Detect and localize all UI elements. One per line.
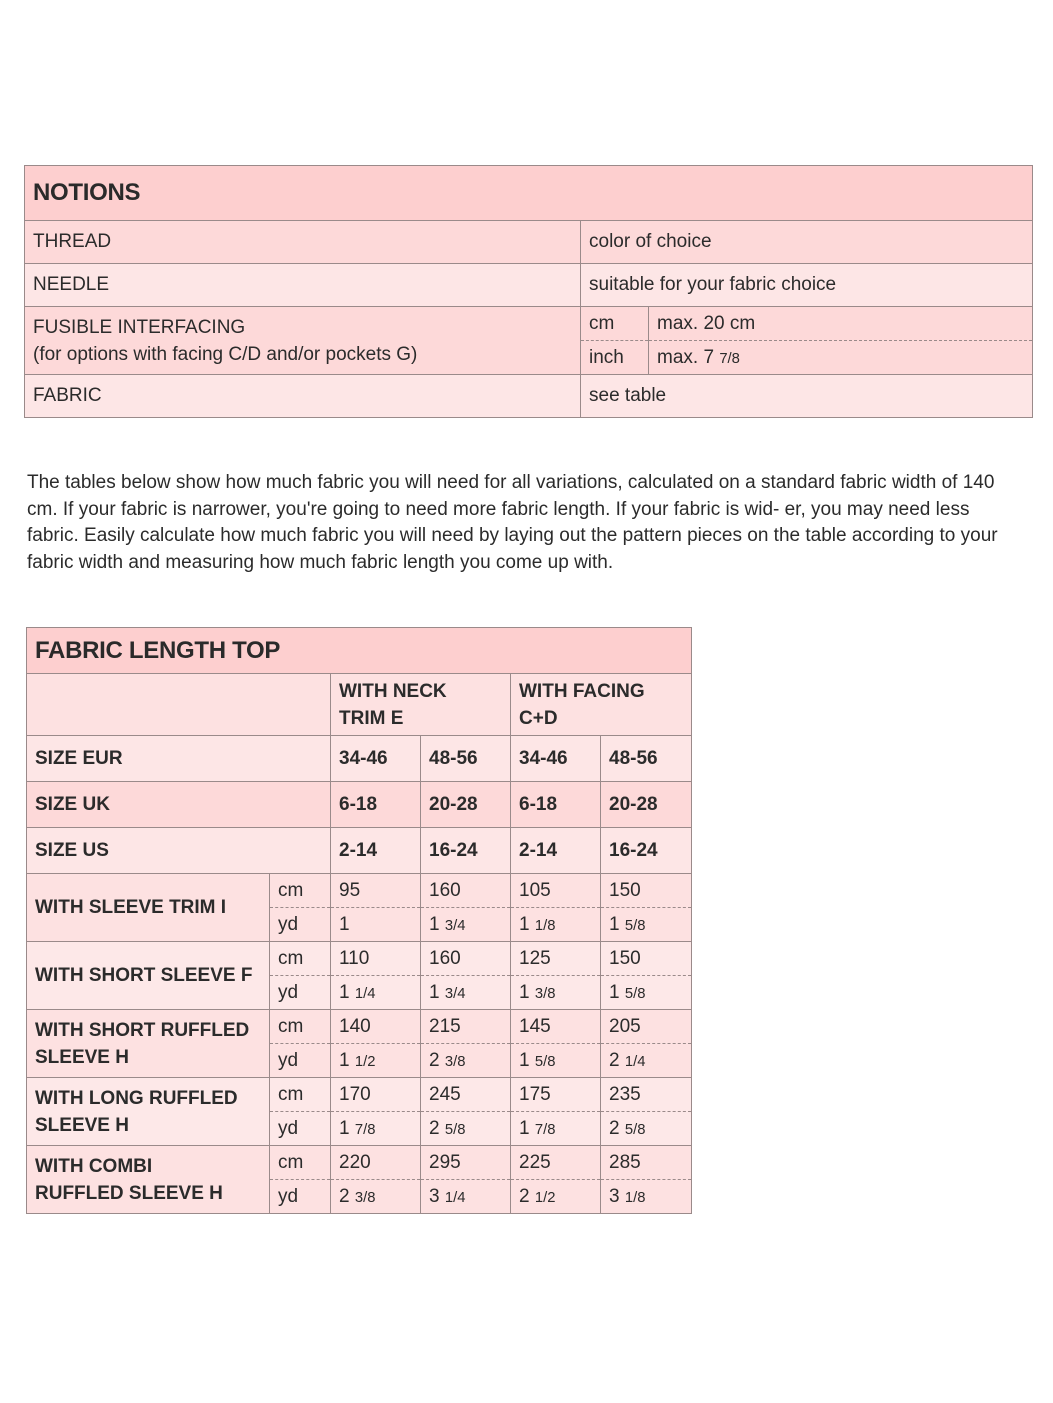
yd-fraction: 5/8	[444, 1121, 466, 1138]
yd-whole: 1	[339, 981, 350, 1003]
measure-row-cm	[27, 874, 692, 908]
variation-label	[27, 1078, 270, 1146]
unit-yd: yd	[270, 1180, 331, 1214]
notions-row-needle	[25, 264, 1033, 307]
yd-value	[331, 976, 421, 1010]
notions-value: color of choice	[581, 221, 1033, 264]
yd-whole: 1	[519, 1049, 530, 1071]
notions-label: NEEDLE	[25, 264, 581, 307]
variation-label-line: WITH SLEEVE TRIM I	[35, 897, 227, 918]
col-group-line: WITH FACING	[519, 680, 645, 702]
yd-fraction: 5/8	[624, 1121, 646, 1138]
yd-fraction: 7/8	[534, 1121, 556, 1138]
yd-fraction: 1/4	[444, 1189, 466, 1206]
cm-value: 175	[511, 1078, 601, 1112]
yd-fraction: 1/2	[354, 1053, 376, 1070]
unit-cm: cm	[270, 1146, 331, 1180]
col-group-line: TRIM E	[339, 707, 404, 729]
intro-paragraph: The tables below show how much fabric you will need for all variations, calculated on a standard fabric width of 140 cm. If your fabric is narrower, you're going to need more fabric length. If your fabric is wid- er, you may need less fabric. Easily calculate how much fabric you will need by laying out the pattern pieces on the table according to your fabric width and measuring how much fabric length you come up with.	[27, 472, 998, 573]
yd-fraction: 3/8	[444, 1053, 466, 1070]
yd-value	[331, 1112, 421, 1146]
size-value: 6-18	[511, 782, 601, 828]
variation-label-line: WITH SHORT RUFFLED	[35, 1019, 250, 1041]
yd-whole: 2	[609, 1117, 620, 1139]
notions-label: FABRIC	[25, 375, 581, 418]
variation-label-line: SLEEVE H	[35, 1046, 129, 1068]
size-value: 20-28	[421, 782, 511, 828]
yd-fraction: 7/8	[354, 1121, 376, 1138]
measure-row-cm	[27, 1078, 692, 1112]
unit-cm: cm	[270, 942, 331, 976]
yd-whole: 3	[429, 1185, 440, 1207]
cm-value: 150	[601, 874, 692, 908]
measure-row-cm	[27, 1146, 692, 1180]
notions-row-thread	[25, 221, 1033, 264]
variation-label-line: RUFFLED SLEEVE H	[35, 1182, 223, 1204]
yd-whole: 1	[339, 1049, 350, 1071]
cm-value: 220	[331, 1146, 421, 1180]
yd-value	[511, 1180, 601, 1214]
variation-label	[27, 942, 270, 1010]
measure-row-cm	[27, 942, 692, 976]
cm-value: 205	[601, 1010, 692, 1044]
yd-value	[421, 908, 511, 942]
variation-label-line: WITH LONG RUFFLED	[35, 1087, 238, 1109]
yd-value	[511, 1112, 601, 1146]
notions-row-fabric	[25, 375, 1033, 418]
yd-whole: 1	[429, 981, 440, 1003]
size-value: 20-28	[601, 782, 692, 828]
yd-whole: 1	[519, 1117, 530, 1139]
cm-value: 110	[331, 942, 421, 976]
yd-whole: 2	[429, 1117, 440, 1139]
notions-value: max. 20 cm	[649, 307, 1033, 341]
size-value: 48-56	[421, 736, 511, 782]
notions-value: see table	[581, 375, 1033, 418]
yd-whole: 3	[609, 1185, 620, 1207]
yd-value	[601, 976, 692, 1010]
size-value: 48-56	[601, 736, 692, 782]
size-value: 2-14	[331, 828, 421, 874]
size-row	[27, 736, 692, 782]
yd-value	[601, 1112, 692, 1146]
cm-value: 145	[511, 1010, 601, 1044]
yd-value	[511, 976, 601, 1010]
col-group-neck-trim	[331, 674, 511, 736]
variation-label-line: WITH COMBI	[35, 1155, 153, 1177]
size-label: SIZE US	[27, 828, 331, 874]
size-value: 2-14	[511, 828, 601, 874]
yd-value	[601, 1044, 692, 1078]
size-label: SIZE UK	[27, 782, 331, 828]
notions-label-interfacing	[25, 307, 581, 375]
cm-value: 150	[601, 942, 692, 976]
yd-fraction: 5/8	[534, 1053, 556, 1070]
col-group-line: WITH NECK	[339, 680, 447, 702]
size-value: 34-46	[331, 736, 421, 782]
notions-row-interfacing	[25, 307, 1033, 341]
cm-value: 140	[331, 1010, 421, 1044]
yd-value	[601, 1180, 692, 1214]
measure-row-cm	[27, 1010, 692, 1044]
unit-cm: cm	[270, 874, 331, 908]
cm-value: 95	[331, 874, 421, 908]
size-value: 16-24	[601, 828, 692, 874]
unit-yd: yd	[270, 1112, 331, 1146]
cm-value: 160	[421, 942, 511, 976]
yd-whole: 1	[339, 1117, 350, 1139]
yd-value	[331, 908, 421, 942]
notions-unit: inch	[581, 341, 649, 375]
size-value: 16-24	[421, 828, 511, 874]
notions-unit: cm	[581, 307, 649, 341]
notions-table	[24, 165, 1033, 418]
col-group-line: C+D	[519, 707, 558, 729]
size-row	[27, 828, 692, 874]
cm-value: 295	[421, 1146, 511, 1180]
column-group-header	[27, 674, 692, 736]
unit-cm: cm	[270, 1078, 331, 1112]
yd-fraction: 5/8	[624, 917, 646, 934]
col-group-facing	[511, 674, 692, 736]
yd-whole: 1	[519, 913, 530, 935]
unit-yd: yd	[270, 1044, 331, 1078]
yd-fraction: 1/4	[624, 1053, 646, 1070]
notions-label-line: (for options with facing C/D and/or pockets G)	[33, 343, 418, 365]
yd-value	[421, 1180, 511, 1214]
yd-value	[421, 1044, 511, 1078]
yd-fraction: 5/8	[624, 985, 646, 1002]
variation-label	[27, 874, 270, 942]
cm-value: 245	[421, 1078, 511, 1112]
notions-label-line: FUSIBLE INTERFACING	[33, 316, 246, 338]
size-value: 34-46	[511, 736, 601, 782]
yd-value	[511, 1044, 601, 1078]
yd-value	[421, 1112, 511, 1146]
value-fraction: 7/8	[719, 350, 740, 367]
variation-label-line: SLEEVE H	[35, 1114, 129, 1136]
size-value: 6-18	[331, 782, 421, 828]
yd-whole: 1	[609, 981, 620, 1003]
variation-label	[27, 1146, 270, 1214]
yd-whole: 1	[519, 981, 530, 1003]
unit-yd: yd	[270, 976, 331, 1010]
yd-value	[601, 908, 692, 942]
notions-label: THREAD	[25, 221, 581, 264]
yd-whole: 2	[339, 1185, 350, 1207]
cm-value: 125	[511, 942, 601, 976]
cm-value: 105	[511, 874, 601, 908]
yd-fraction: 1/4	[354, 985, 376, 1002]
cm-value: 215	[421, 1010, 511, 1044]
yd-whole: 2	[519, 1185, 530, 1207]
variation-label-line: WITH SHORT SLEEVE F	[35, 965, 253, 986]
yd-fraction: 3/4	[444, 917, 466, 934]
cm-value: 170	[331, 1078, 421, 1112]
yd-fraction: 1/8	[534, 917, 556, 934]
cm-value: 160	[421, 874, 511, 908]
cm-value: 285	[601, 1146, 692, 1180]
size-row	[27, 782, 692, 828]
yd-whole: 2	[429, 1049, 440, 1071]
yd-fraction: 3/8	[354, 1189, 376, 1206]
fabric-length-table	[26, 627, 692, 1214]
notions-title: NOTIONS	[25, 166, 1033, 221]
value-whole: max. 7	[657, 346, 715, 368]
cm-value: 225	[511, 1146, 601, 1180]
yd-value	[331, 1044, 421, 1078]
yd-whole: 1	[429, 913, 440, 935]
yd-fraction: 3/8	[534, 985, 556, 1002]
size-label: SIZE EUR	[27, 736, 331, 782]
empty-header-cell	[27, 674, 331, 736]
variation-label	[27, 1010, 270, 1078]
yd-fraction: 3/4	[444, 985, 466, 1002]
fabric-table-title: FABRIC LENGTH TOP	[27, 628, 692, 674]
yd-whole: 1	[609, 913, 620, 935]
yd-value	[511, 908, 601, 942]
yd-whole: 2	[609, 1049, 620, 1071]
yd-value	[331, 1180, 421, 1214]
yd-value	[421, 976, 511, 1010]
notions-value: suitable for your fabric choice	[581, 264, 1033, 307]
cm-value: 235	[601, 1078, 692, 1112]
yd-fraction: 1/2	[534, 1189, 556, 1206]
yd-fraction: 1/8	[624, 1189, 646, 1206]
unit-yd: yd	[270, 908, 331, 942]
notions-value	[649, 341, 1033, 375]
yd-whole: 1	[339, 913, 350, 935]
unit-cm: cm	[270, 1010, 331, 1044]
